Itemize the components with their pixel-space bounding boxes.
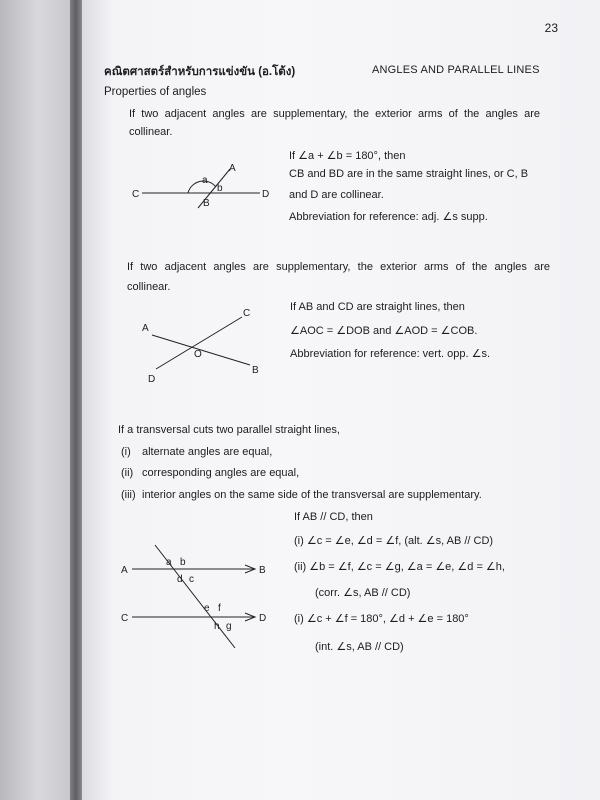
adjacent-angles-figure: [132, 160, 282, 215]
block3-item-text-2: corresponding angles are equal,: [142, 467, 300, 479]
block3-item-text-1: alternate angles are equal,: [142, 446, 273, 458]
fig3-angle-d: d: [177, 574, 183, 585]
block2-line2: ∠AOC = ∠DOB and ∠AOD = ∠COB.: [290, 325, 478, 337]
fig3-label-a-point: A: [121, 565, 128, 576]
fig3-angle-c: c: [189, 574, 194, 585]
running-header-chapter: ANGLES AND PARALLEL LINES: [372, 64, 540, 76]
fig3-label-d-point: D: [259, 613, 267, 624]
block1-line4: Abbreviation for reference: adj. ∠s supp.: [289, 211, 488, 223]
fig2-label-b: B: [252, 365, 259, 376]
vertically-opposite-angles-figure: [132, 305, 272, 387]
fig3-angle-h: h: [214, 621, 220, 632]
book-spine: [70, 0, 82, 800]
block3-item-num-1: (i): [121, 446, 131, 458]
block3-result-4: (i) ∠c + ∠f = 180°, ∠d + ∠e = 180°: [294, 613, 469, 625]
fig2-label-a: A: [142, 323, 149, 334]
line-cd: [156, 317, 242, 369]
fig3-angle-g: g: [226, 621, 232, 632]
block2-line3: Abbreviation for reference: vert. opp. ∠s.: [290, 348, 491, 360]
block3-result-2: (ii) ∠b = ∠f, ∠c = ∠g, ∠a = ∠e, ∠d = ∠h,: [294, 561, 505, 573]
fig3-label-c-point: C: [121, 613, 129, 624]
block2-intro-line2: collinear.: [127, 281, 171, 293]
section-title: Properties of angles: [104, 86, 207, 98]
fig1-label-angle-b: b: [217, 183, 223, 194]
fig3-label-b-point: B: [259, 565, 266, 576]
fig2-label-d: D: [148, 374, 156, 385]
block1-intro-line1: If two adjacent angles are supplementary, the exterior arms of the angles are: [129, 108, 540, 120]
block1-line2: CB and BD are in the same straight lines, or C, B: [289, 168, 529, 180]
fig1-label-c: C: [132, 189, 140, 200]
block1-intro-line2: collinear.: [129, 126, 173, 138]
fig1-label-a-point: A: [229, 163, 236, 174]
fig2-label-o: O: [194, 349, 202, 360]
block3-condition: If AB // CD, then: [294, 511, 373, 523]
fig1-label-b-point: B: [203, 198, 210, 209]
block2-line1: If AB and CD are straight lines, then: [290, 301, 465, 313]
page-number: 23: [544, 21, 558, 35]
fig3-angle-b: b: [180, 557, 186, 568]
block1-line3: and D are collinear.: [289, 189, 384, 201]
fig2-label-c: C: [243, 308, 251, 319]
running-header-thai: คณิตศาสตร์สำหรับการแข่งขัน (อ.โต้ง): [104, 66, 296, 78]
fig1-label-angle-a: a: [202, 175, 208, 186]
fig1-label-d: D: [262, 189, 270, 200]
transversal-figure: [117, 540, 287, 660]
block3-result-5: (int. ∠s, AB // CD): [315, 641, 404, 653]
block3-result-3: (corr. ∠s, AB // CD): [315, 587, 411, 599]
block1-line1: If ∠a + ∠b = 180°, then: [289, 150, 406, 162]
fig3-angle-e: e: [204, 603, 210, 614]
block3-result-1: (i) ∠c = ∠e, ∠d = ∠f, (alt. ∠s, AB // CD): [294, 535, 494, 547]
block3-item-num-3: (iii): [121, 489, 136, 501]
fig3-angle-f: f: [218, 603, 221, 614]
block2-intro-line1: If two adjacent angles are supplementary, the exterior arms of the angles are: [127, 261, 550, 273]
block3-item-text-3: interior angles on the same side of the transversal are supplementary.: [142, 489, 482, 501]
book-page: [82, 0, 600, 800]
block3-item-num-2: (ii): [121, 467, 134, 479]
fig3-angle-a: a: [166, 557, 172, 568]
block3-intro: If a transversal cuts two parallel straight lines,: [118, 424, 340, 436]
